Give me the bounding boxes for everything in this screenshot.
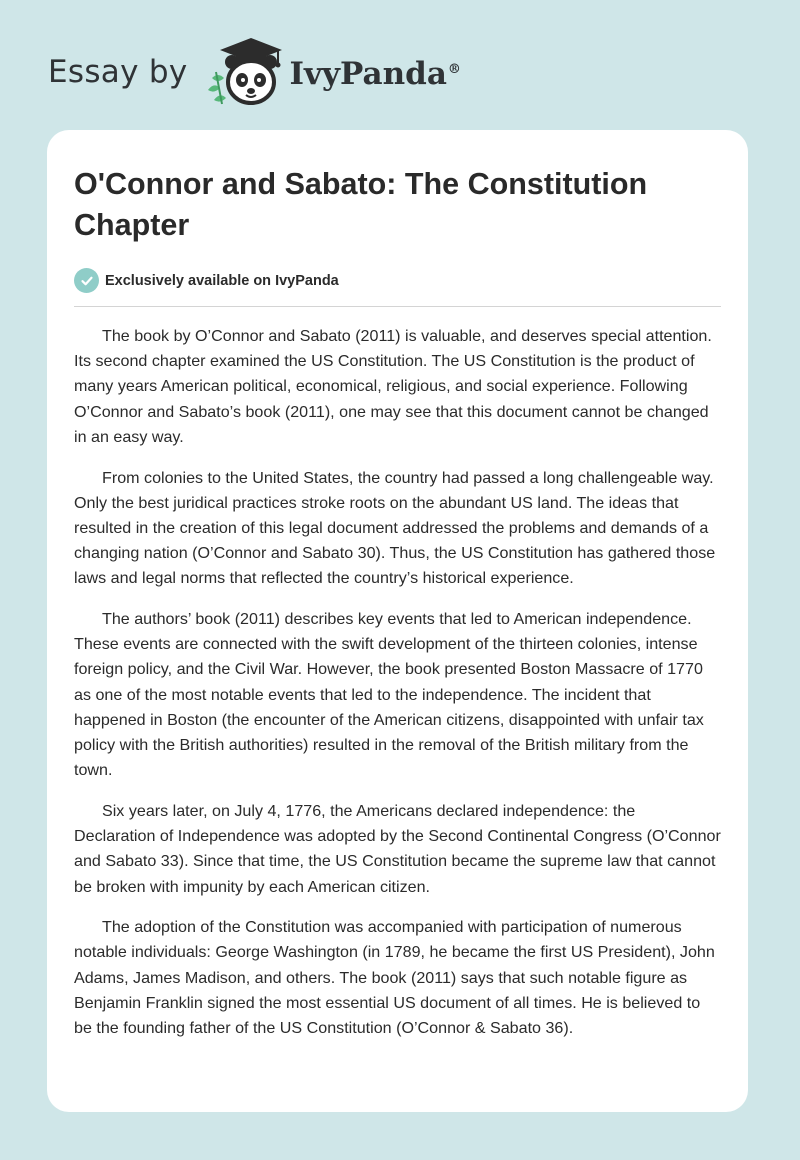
panda-graduate-icon <box>198 32 288 112</box>
registered-mark: ® <box>447 61 461 77</box>
paragraph: The authors’ book (2011) describes key events that led to American independence. These events are connected with the swift development of the thirteen colonies, intense foreign policy, and the Civil War. However, the book presented Boston Massacre of 1770 as one of the most notable events that led to the independence. The incident that happened in Boston (the encounter of the American citizens, disappointed with unfair tax policy with the British authorities) resulted in the removal of the British military from the town. <box>74 610 704 780</box>
paragraph: The adoption of the Constitution was accompanied with participation of numerous notable individuals: George Washington (in 1789, he became the first US President), John Adams, James Madison, and others. The book (2011) says that such notable figure as Benjamin Franklin signed the most essential US document of all times. He is believed to be the founding father of the US Constitution (O’Connor & Sabato 36). <box>74 918 715 1038</box>
essay-card <box>47 130 748 1112</box>
page-title: O'Connor and Sabato: The Constitution Chapter <box>74 167 648 242</box>
check-icon <box>74 268 99 293</box>
essay-body <box>74 324 721 1041</box>
exclusive-label: Exclusively available on IvyPanda <box>105 272 339 289</box>
paragraph: From colonies to the United States, the country had passed a long challengeable way. Only the best juridical practices stroke roots on the abundant US land. The ideas that resulted in the creation of this legal document addressed the problems and demands of a changing nation (O’Connor and Sabato 30). Thus, the US Constitution has gathered those laws and legal norms that reflected the country’s historical experience. <box>74 468 716 588</box>
brand-name: IvyPanda® <box>289 56 461 92</box>
paragraph: Six years later, on July 4, 1776, the Americans declared independence: the Declaration of Independence was adopted by the Second Continental Congress (O’Connor and Sabato 33). Since that time, the US Constitution became the supreme law that cannot be broken with impunity by each American citizen. <box>74 801 721 896</box>
paragraph: The book by O’Connor and Sabato (2011) is valuable, and deserves special attention. Its second chapter examined the US Constitution. The US Constitution is the product of many years American political, economical, religious, and social experience. Following O’Connor and Sabato’s book (2011), one may see that this document cannot be changed in an easy way. <box>74 327 712 446</box>
site-header <box>48 32 461 112</box>
essay-by-label: Essay by <box>48 54 188 90</box>
exclusive-badge <box>74 268 721 307</box>
